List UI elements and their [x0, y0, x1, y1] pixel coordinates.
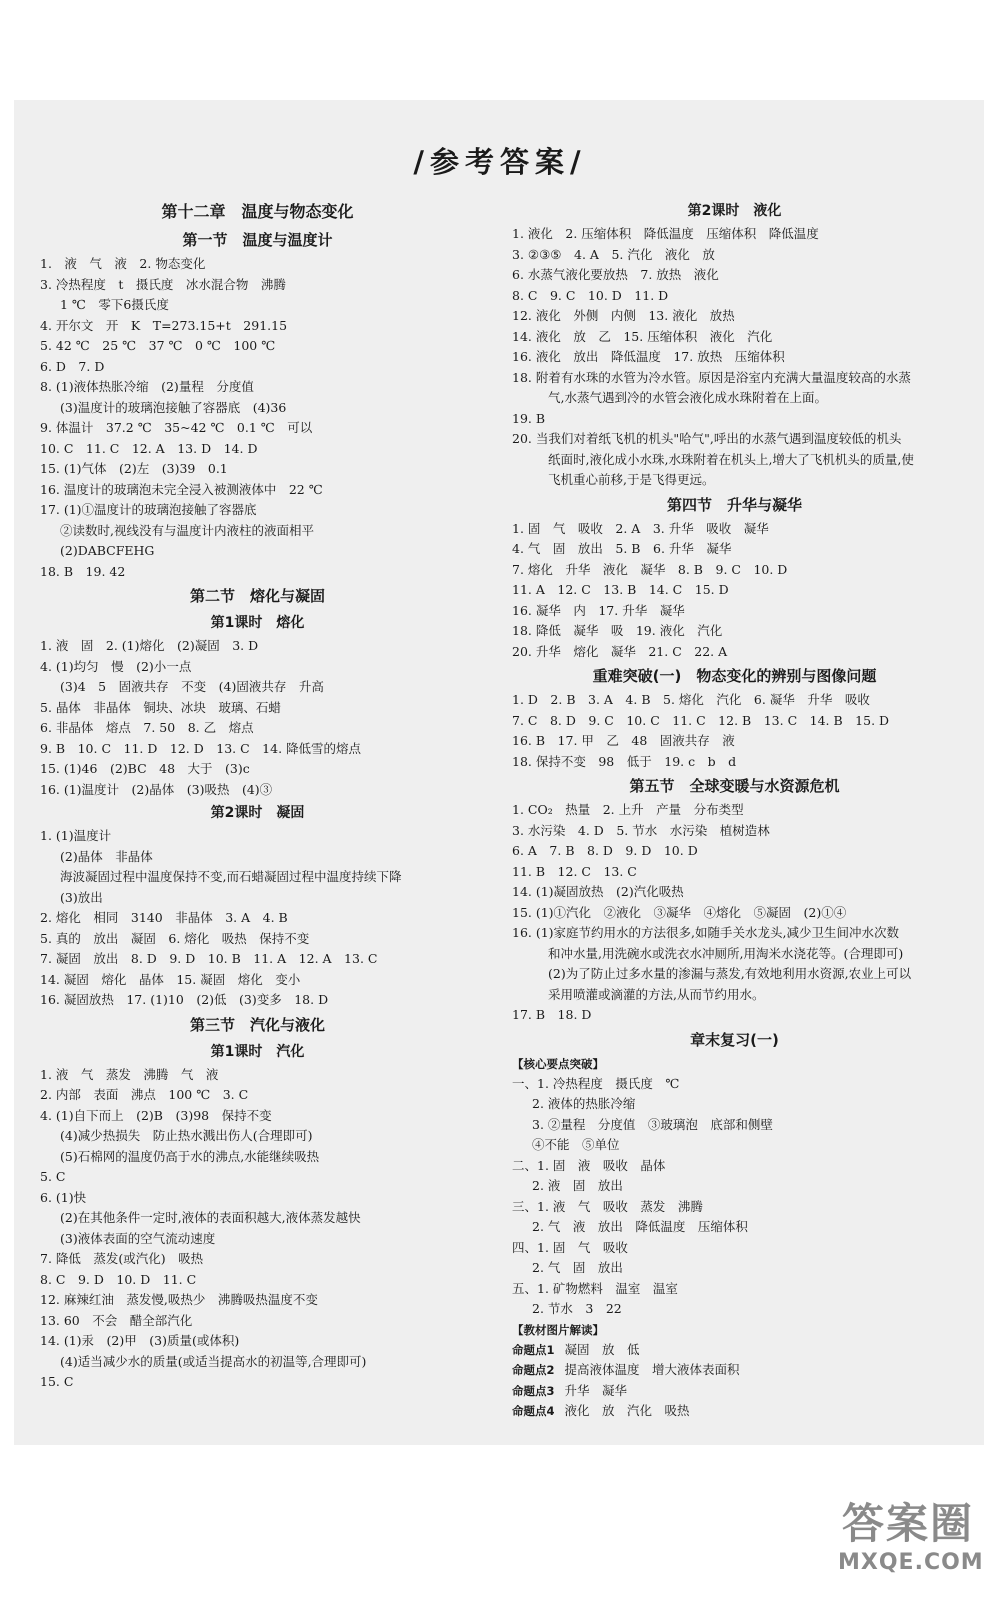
answer-line-indented: 飞机重心前移,于是飞得更远。: [548, 472, 715, 487]
section-heading: 第二节 熔化与凝固: [189, 587, 325, 605]
answer-line: 一、1. 冷热程度 摄氏度 ℃: [512, 1075, 680, 1091]
lesson-heading: 第2课时 液化: [687, 203, 782, 219]
answer-line: 2. 熔化 相同 3140 非晶体 3. A 4. B: [40, 910, 288, 925]
answer-line-indented: (3)温度计的玻璃泡接触了容器底 (4)36: [60, 399, 287, 415]
answer-line: 14. 凝固 熔化 晶体 15. 凝固 熔化 变小: [40, 971, 301, 987]
answer-line: 20. 当我们对着纸飞机的机头"哈气",呼出的水蒸气遇到温度较低的机头: [512, 431, 902, 446]
watermark: [838, 1498, 984, 1588]
answer-line: 17. B 18. D: [512, 1007, 592, 1022]
topic-label: 命题点2: [512, 1363, 555, 1377]
answer-line: 3. 水污染 4. D 5. 节水 水污染 植树造林: [512, 822, 770, 838]
left-column: [40, 198, 475, 1393]
block-tag: 【核心要点突破】: [512, 1056, 604, 1071]
answer-line: 五、1. 矿物燃料 温室 温室: [512, 1280, 678, 1296]
answer-line: 1. 液 气 蒸发 沸腾 气 液: [40, 1066, 219, 1082]
answer-line: 18. B 19. 42: [40, 563, 126, 579]
answer-line: 16. 温度计的玻璃泡未完全浸入被测液体中 22 ℃: [40, 481, 323, 497]
answer-line: 15. (1)①汽化 ②液化 ③凝华 ④熔化 ⑤凝固 (2)①④: [512, 904, 847, 920]
answer-line-indented: 3. ②量程 分度值 ③玻璃泡 底部和侧壁: [532, 1116, 773, 1132]
answer-line: 16. (1)温度计 (2)晶体 (3)吸热 (4)③: [40, 781, 273, 797]
answer-line: 7. 降低 蒸发(或汽化) 吸热: [40, 1251, 204, 1266]
answer-line: 2. 内部 表面 沸点 100 ℃ 3. C: [40, 1087, 249, 1102]
topic-label: 命题点4: [512, 1404, 555, 1418]
section-heading: 第三节 汽化与液化: [189, 1015, 325, 1034]
answer-line-indented: (4)减少热损失 防止热水溅出伤人(合理即可): [60, 1128, 313, 1143]
answer-line: 四、1. 固 气 吸收: [512, 1239, 628, 1255]
answer-line-indented: (2)为了防止过多水量的渗漏与蒸发,有效地利用水资源,农业上可以: [548, 966, 912, 981]
answer-line-indented: 2. 液体的热胀冷缩: [532, 1096, 636, 1111]
lesson-heading: 第2课时 凝固: [210, 805, 305, 821]
answer-line: 16. 凝固放热 17. (1)10 (2)低 (3)变多 18. D: [40, 992, 329, 1007]
section-heading: 重难突破(一) 物态变化的辨别与图像问题: [592, 667, 877, 685]
answer-line-indented: (4)适当减少水的质量(或适当提高水的初温等,合理即可): [60, 1353, 367, 1369]
answer-line-indented: 1 ℃ 零下6摄氏度: [60, 297, 169, 312]
watermark-url: MXQE.COM: [838, 1550, 984, 1575]
answer-line: 12. 液化 外侧 内侧 13. 液化 放热: [512, 308, 735, 323]
section-heading: 第四节 升华与凝华: [666, 495, 802, 514]
answer-line: 二、1. 固 液 吸收 晶体: [512, 1157, 666, 1173]
answer-line: 6. (1)快: [40, 1189, 87, 1205]
answer-line: 10. C 11. C 12. A 13. D 14. D: [40, 440, 258, 456]
answer-line: 4. 开尔文 开 K T=273.15+t 291.15: [40, 317, 288, 333]
topic-answer: 液化 放 汽化 吸热: [564, 1403, 690, 1418]
right-column: [512, 198, 957, 1422]
answer-line: 5. 晶体 非晶体 铜块、冰块 玻璃、石蜡: [40, 699, 281, 715]
answer-line: 7. C 8. D 9. C 10. C 11. C 12. B 13. C 14. B 15. D: [512, 712, 890, 728]
answer-line: 14. (1)凝固放热 (2)汽化吸热: [512, 884, 684, 899]
answer-line: 6. 水蒸气液化要放热 7. 放热 液化: [512, 267, 719, 282]
watermark-logo: 答案圈: [841, 1499, 974, 1548]
answer-line: 8. (1)液体热胀冷缩 (2)量程 分度值: [40, 379, 254, 394]
answer-line-indented: 2. 气 液 放出 降低温度 压缩体积: [532, 1219, 748, 1234]
answer-line: [512, 1401, 957, 1422]
answer-line: 5. 42 ℃ 25 ℃ 37 ℃ 0 ℃ 100 ℃: [40, 338, 276, 353]
answer-line: 4. (1)自下而上 (2)B (3)98 保持不变: [40, 1107, 272, 1123]
answer-line: 18. 保持不变 98 低于 19. c b d: [512, 753, 737, 769]
answer-line: 15. C: [40, 1374, 74, 1389]
section-heading: 章末复习(一): [690, 1030, 779, 1049]
section-heading: 第五节 全球变暖与水资源危机: [629, 777, 840, 795]
answer-line: 6. A 7. B 8. D 9. D 10. D: [512, 843, 698, 858]
answer-line-indented: 2. 节水 3 22: [532, 1301, 622, 1316]
answer-line: 11. A 12. C 13. B 14. C 15. D: [512, 582, 729, 597]
answer-line-indented: 海波凝固过程中温度保持不变,而石蜡凝固过程中温度持续下降: [60, 869, 402, 884]
answer-line: 15. (1)46 (2)BC 48 大于 (3)c: [40, 761, 250, 776]
answer-line: 三、1. 液 气 吸收 蒸发 沸腾: [512, 1198, 703, 1214]
answer-line: 1. CO₂ 热量 2. 上升 产量 分布类型: [512, 802, 744, 817]
answer-line: 3. ②③⑤ 4. A 5. 汽化 液化 放: [512, 246, 715, 262]
answer-line: 13. 60 不会 醋全部汽化: [40, 1312, 193, 1328]
answer-line: 18. 降低 凝华 吸 19. 液化 汽化: [512, 623, 723, 638]
answer-line: 8. C 9. C 10. D 11. D: [512, 287, 669, 303]
answer-line: 4. (1)均匀 慢 (2)小一点: [40, 658, 192, 674]
answer-line: 16. 凝华 内 17. 升华 凝华: [512, 602, 685, 618]
answer-line: [512, 1381, 957, 1402]
answer-line: 1. 固 气 吸收 2. A 3. 升华 吸收 凝华: [512, 520, 769, 536]
answer-line: 20. 升华 熔化 凝华 21. C 22. A: [512, 643, 728, 659]
answer-line: 14. (1)汞 (2)甲 (3)质量(或体积): [40, 1333, 240, 1348]
lesson-heading: 第1课时 熔化: [210, 615, 305, 631]
answer-line: 7. 凝固 放出 8. D 9. D 10. B 11. A 12. A 13. C: [40, 951, 378, 966]
answer-line: 6. D 7. D: [40, 358, 105, 374]
page-title: /参考答案/: [413, 145, 587, 179]
answer-line: 5. C: [40, 1169, 66, 1184]
answer-line: 11. B 12. C 13. C: [512, 863, 637, 879]
topic-answer: 提高液体温度 增大液体表面积: [564, 1362, 740, 1377]
answer-line: 7. 熔化 升华 液化 凝华 8. B 9. C 10. D: [512, 561, 788, 577]
section-heading: 第一节 温度与温度计: [182, 231, 333, 249]
topic-answer: 升华 凝华: [564, 1382, 628, 1398]
answer-line: 1. (1)温度计: [40, 828, 112, 843]
answer-line: 6. 非晶体 熔点 7. 50 8. 乙 熔点: [40, 720, 254, 735]
answer-line: [512, 1360, 957, 1381]
answer-line: 1. 液化 2. 压缩体积 降低温度 压缩体积 降低温度: [512, 226, 819, 241]
block-tag: 【教材图片解读】: [512, 1322, 604, 1337]
answer-line: 17. (1)①温度计的玻璃泡接触了容器底: [40, 502, 257, 517]
answer-line: [512, 1340, 957, 1361]
answer-line: 15. (1)气体 (2)左 (3)39 0.1: [40, 461, 228, 476]
answer-line: 19. B: [512, 410, 546, 426]
answer-line-indented: (2)DABCFEHG: [60, 543, 155, 558]
answer-line: 4. 气 固 放出 5. B 6. 升华 凝华: [512, 541, 732, 556]
answer-line-indented: (3)4 5 固液共存 不变 (4)固液共存 升高: [60, 679, 324, 694]
answer-line: 5. 真的 放出 凝固 6. 熔化 吸热 保持不变: [40, 930, 310, 946]
topic-answer: 凝固 放 低: [564, 1341, 640, 1357]
answer-line: 9. 体温计 37.2 ℃ 35~42 ℃ 0.1 ℃ 可以: [40, 420, 313, 435]
answer-line-indented: 采用喷灌或滴灌的方法,从而节约用水。: [548, 986, 765, 1002]
answer-line: 12. 麻辣红油 蒸发慢,吸热少 沸腾吸热温度不变: [40, 1292, 318, 1307]
answer-line-indented: 气,水蒸气遇到冷的水管会液化成水珠附着在上面。: [548, 390, 827, 405]
answer-line: 16. B 17. 甲 乙 48 固液共存 液: [512, 733, 735, 748]
answer-line: 9. B 10. C 11. D 12. D 13. C 14. 降低雪的熔点: [40, 740, 362, 756]
topic-label: 命题点1: [512, 1342, 555, 1357]
answer-line: 1. D 2. B 3. A 4. B 5. 熔化 汽化 6. 凝华 升华 吸收: [512, 692, 870, 707]
answer-line: 16. (1)家庭节约用水的方法很多,如随手关水龙头,减少卫生间冲水次数: [512, 925, 900, 940]
answer-line-indented: 2. 液 固 放出: [532, 1178, 623, 1193]
answer-line-indented: 纸面时,液化成小水珠,水珠附着在机头上,增大了飞机机头的质量,使: [548, 451, 914, 467]
answer-line-indented: (2)在其他条件一定时,液体的表面积越大,液体蒸发越快: [60, 1210, 361, 1225]
answer-line-indented: ④不能 ⑤单位: [532, 1137, 620, 1152]
answer-line: 14. 液化 放 乙 15. 压缩体积 液化 汽化: [512, 328, 773, 344]
answer-line: 18. 附着有水珠的水管为冷水管。原因是浴室内充满大量温度较高的水蒸: [512, 369, 911, 385]
answer-line-indented: (3)液体表面的空气流动速度: [60, 1230, 216, 1246]
answer-line-indented: 和冲水量,用洗碗水或洗衣水冲厕所,用淘米水浇花等。(合理即可): [548, 945, 904, 961]
answer-line-indented: (3)放出: [60, 889, 103, 905]
answer-line: 1. 液 气 液 2. 物态变化: [40, 256, 206, 271]
answer-line-indented: ②读数时,视线没有与温度计内液柱的液面相平: [60, 522, 314, 538]
answer-line: 16. 液化 放出 降低温度 17. 放热 压缩体积: [512, 349, 785, 364]
answer-line: 1. 液 固 2. (1)熔化 (2)凝固 3. D: [40, 638, 259, 653]
answer-line-indented: (5)石棉网的温度仍高于水的沸点,水能继续吸热: [60, 1148, 320, 1164]
topic-label: 命题点3: [512, 1383, 555, 1398]
answer-line-indented: 2. 气 固 放出: [532, 1260, 623, 1275]
answer-line: 3. 冷热程度 t 摄氏度 冰水混合物 沸腾: [40, 276, 286, 292]
answer-line-indented: (2)晶体 非晶体: [60, 848, 153, 864]
answer-line: 8. C 9. D 10. D 11. C: [40, 1271, 197, 1287]
lesson-heading: 第1课时 汽化: [210, 1043, 305, 1060]
chapter-heading: 第十二章 温度与物态变化: [161, 202, 354, 221]
